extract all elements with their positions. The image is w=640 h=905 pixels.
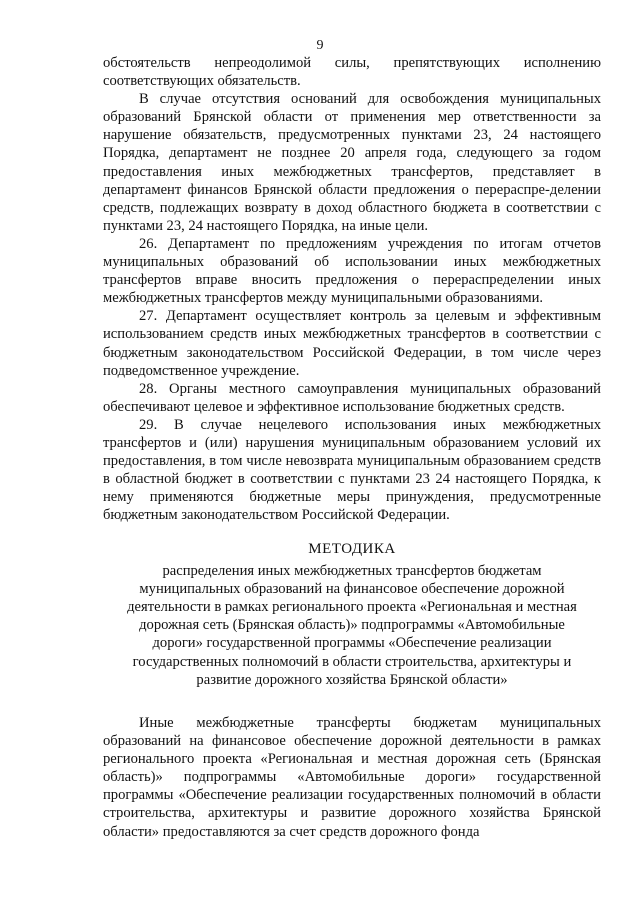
paragraph-28: 28. Органы местного самоуправления муниципальных образований обеспечивают целевое и эффективное использование бюджетных средств. — [103, 380, 601, 415]
paragraph-27: 27. Департамент осуществляет контроль за целевым и эффективным использованием средств иных межбюджетных трансфертов в соответствии с бюджетным законодательством Российской Федерации, в том числе через подведомственное учреждение. — [103, 308, 601, 379]
paragraph-responsibility: В случае отсутствия оснований для освобождения муниципальных образований Брянской области от применения мер ответственности за нарушение обязательств, предусмотренных пунктами 23, 24 настоящего Порядка, департамент не позднее 20 апреля года, следующего за годом предоставления иных межбюджетных трансфертов, представляет в департамент финансов Брянской области предложения о перераспре-делении средств, подлежащих возврату в доход областного бюджета в соответствии с пунктами 23, 24 настоящего Порядка, на иные цели. — [103, 91, 601, 234]
page-number: 9 — [316, 38, 324, 53]
methodology-subtitle: распределения иных межбюджетных трансфертов бюджетам муниципальных образований на финансовое обеспечение дорожной деятельности в рамках регионального проекта «Региональная и местная дорожная сеть (Брянская область)» подпрограммы «Автомобильные дороги» государственной программы «Обеспечение реализации государственных полномочий в области строительства, архитектуры и развитие дорожного хозяйства Брянской области» — [127, 563, 577, 688]
paragraph-29: 29. В случае нецелевого использования иных межбюджетных трансфертов и (или) нарушения муниципальным образованием условий их предоставления, в том числе невозврата муниципальным образованием средств в областной бюджет в соответствии с пунктами 23 24 настоящего Порядка, к нему применяются бюджетные меры принуждения, предусмотренные бюджетным законодательством Российской Федерации. — [103, 416, 601, 524]
body-text-top — [103, 54, 601, 524]
paragraph-methodology-intro: Иные межбюджетные трансферты бюджетам муниципальных образований на финансовое обеспечение дорожной деятельности в рамках регионального проекта «Региональная и местная дорожная сеть (Брянская область)» подпрограммы «Автомобильные дороги» государственной программы «Обеспечение реализации государственных полномочий в области строительства, архитектуры и развитие дорожного хозяйства Брянской области» предоставляются за счет средств дорожного фонда — [103, 715, 601, 840]
body-text-bottom — [103, 714, 601, 841]
methodology-heading: МЕТОДИКА — [308, 541, 396, 557]
methodology-title-block — [103, 540, 601, 689]
paragraph-26: 26. Департамент по предложениям учреждения по итогам отчетов муниципальных образований об использовании иных межбюджетных трансфертов вправе вносить предложения о перераспределении иных межбюджетных трансфертов между муниципальными образованиями. — [103, 235, 601, 307]
paragraph-continuation: обстоятельств непреодолимой силы, препятствующих исполнению соответствующих обязательств. — [103, 55, 601, 90]
